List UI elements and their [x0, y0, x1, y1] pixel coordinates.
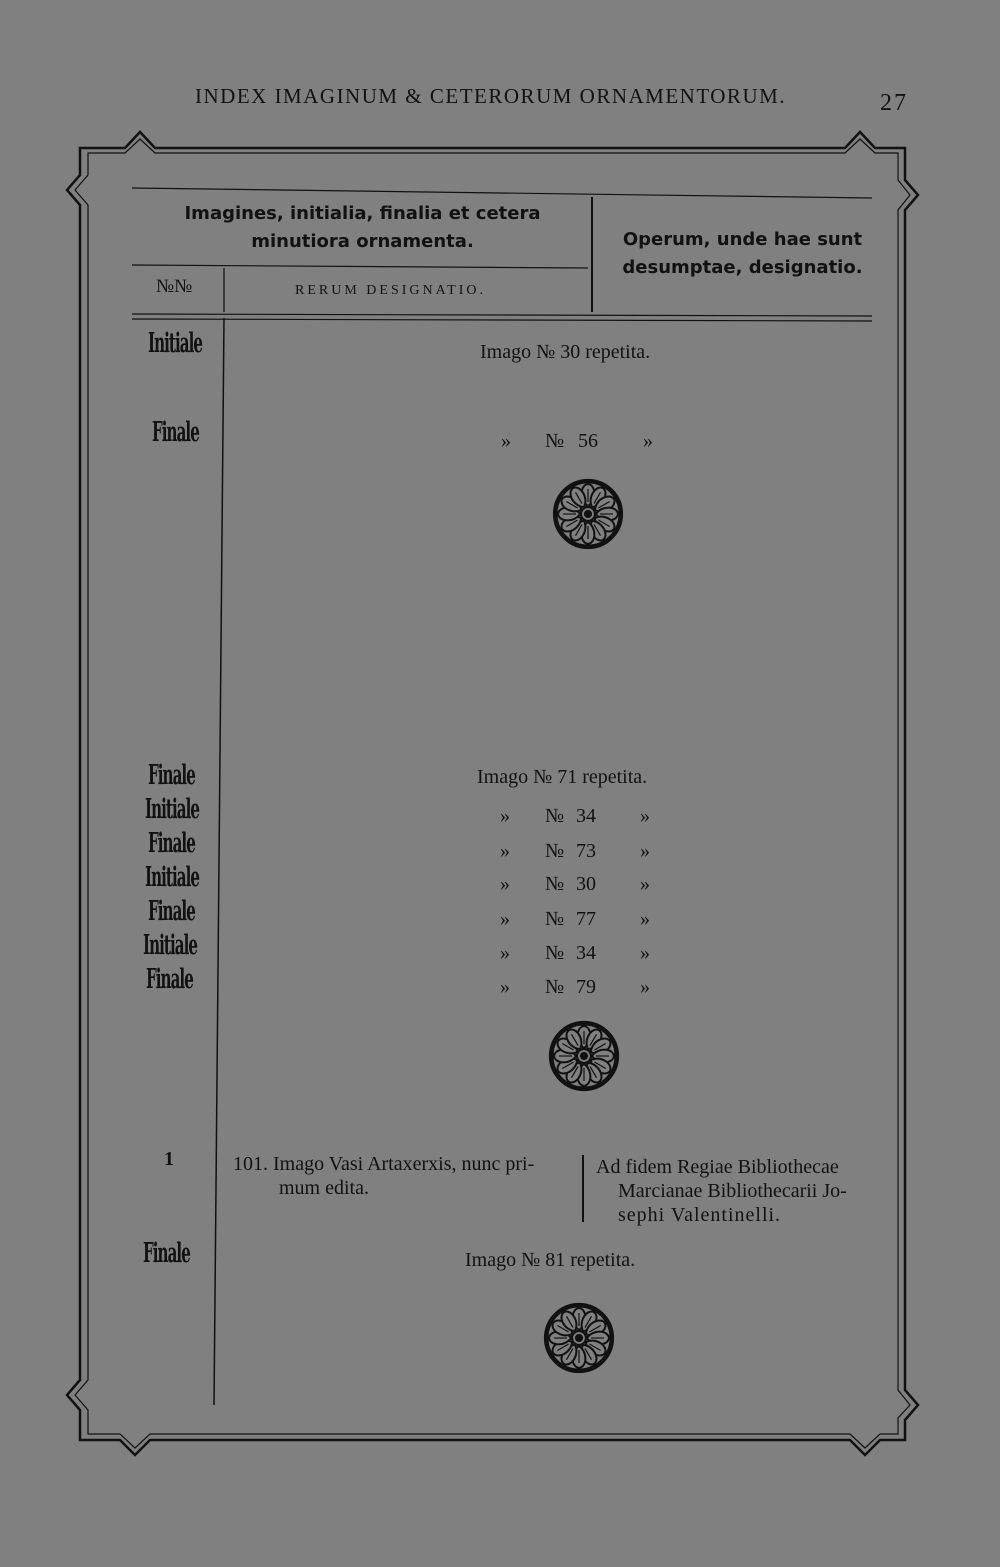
row-entry: » № 30 »: [500, 873, 650, 895]
source-column-header: Operum, unde hae sunt desumptae, designatio.: [622, 229, 863, 278]
row-entry: Imago № 81 repetita.: [465, 1249, 636, 1271]
row-label: Finale: [146, 964, 193, 995]
rosette-ornament: [541, 1300, 617, 1376]
row-entry: » № 73 »: [500, 840, 650, 862]
row-entry: Imago № 30 repetita.: [480, 341, 651, 363]
row-label: Finale: [148, 760, 195, 791]
row-entry: » № 34 »: [500, 805, 650, 827]
row-entry: » № 79 »: [500, 976, 650, 998]
numbers-column-header: №№: [156, 276, 193, 297]
row-label: Initiale: [143, 930, 198, 961]
column-group-title: Imagines, initialia, finalia et cetera minutiora ornamenta.: [184, 203, 541, 252]
entry-description: 101. Imago Vasi Artaxerxis, nunc pri- mum edita.: [233, 1153, 535, 1199]
entry-source: Ad fidem Regiae Bibliothecae Marcianae Bibliothecarii Jo- sephi Valentinelli.: [596, 1156, 847, 1226]
row-label: Initiale: [148, 328, 203, 359]
page-number: 27: [880, 90, 908, 116]
rosette-ornament: [546, 1018, 622, 1094]
row-entry: » № 77 »: [500, 908, 650, 930]
running-head: INDEX IMAGINUM & CETERORUM ORNAMENTORUM.: [195, 84, 787, 108]
row-entry: » № 56 »: [501, 430, 653, 452]
row-label: Initiale: [145, 862, 200, 893]
entry-label: 1: [164, 1148, 174, 1170]
row-entry: » № 34 »: [500, 942, 650, 964]
description-column-header: RERUM DESIGNATIO.: [295, 283, 486, 298]
row-label: Finale: [148, 828, 195, 859]
row-label: Finale: [152, 417, 199, 448]
row-label: Finale: [143, 1238, 190, 1269]
row-entry: Imago № 71 repetita.: [477, 766, 648, 788]
rosette-ornament: [550, 476, 626, 552]
row-label: Finale: [148, 896, 195, 927]
row-label: Initiale: [145, 794, 200, 825]
